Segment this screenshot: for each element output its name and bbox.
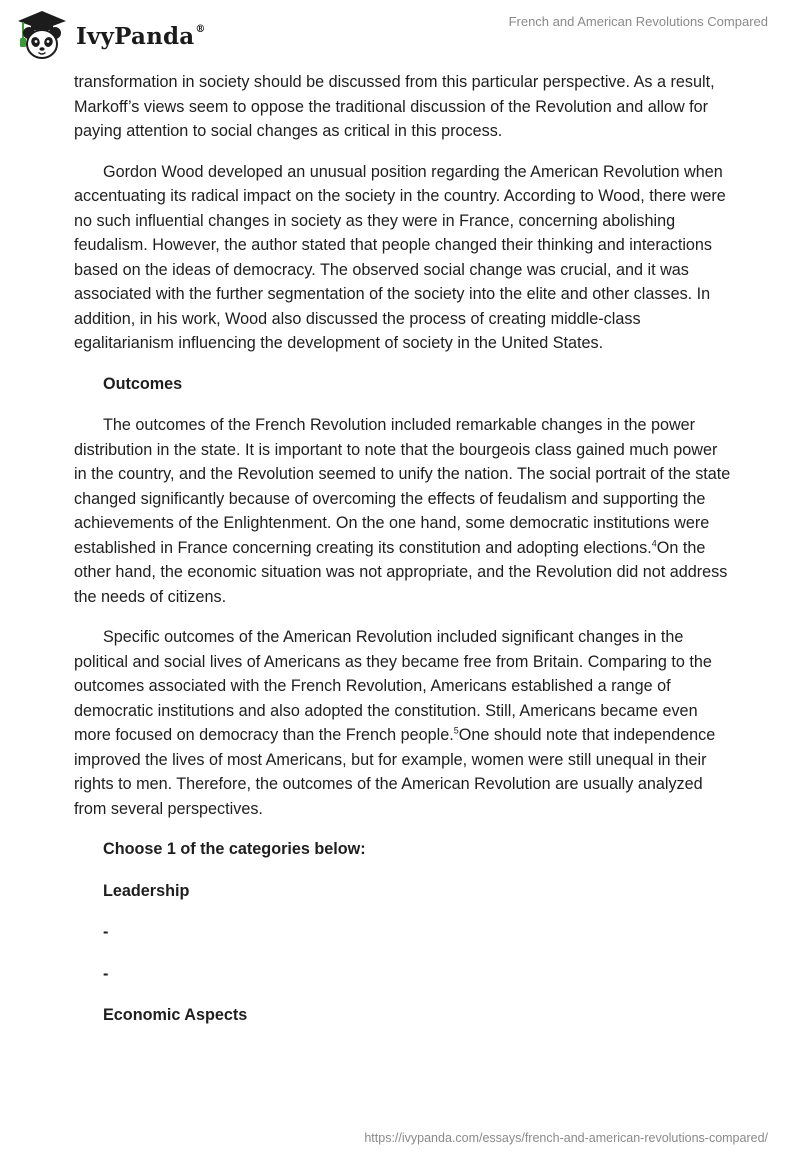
paragraph-markoff-continuation: transformation in society should be discussed from this particular perspective. As a result, Markoff’s views seem to oppose the traditional discussion of the Revolution and allow for paying attention to social changes as critical in this process. (74, 73, 715, 140)
footnote-ref-5[interactable]: 5 (453, 725, 459, 736)
ivypanda-logo[interactable] (14, 7, 206, 63)
list-dash-1: - (103, 923, 109, 941)
page-header (0, 0, 800, 70)
brand-name: IvyPanda® (76, 22, 206, 50)
heading-outcomes: Outcomes (103, 374, 183, 393)
heading-economic-aspects: Economic Aspects (103, 1006, 248, 1024)
paragraph-french-outcomes: The outcomes of the French Revolution included remarkable changes in the power distribution in the state. It is important to note that the bourgeois class gained much power in the country, and the Revolution seemed to unify the nation. The social portrait of the state changed significantly because of overcoming the effects of feudalism and supporting the achievements of the Enlightenment. On the one hand, some democratic institutions were established in France concerning creating its constitution and adopting elections.$^4$On the other hand, the economic situation was not appropriate, and the Revolution did not address the needs of citizens. (74, 416, 731, 606)
source-url[interactable]: https://ivypanda.com/essays/french-and-american-revolutions-compared/ (364, 1131, 768, 1145)
panda-graduate-icon (14, 7, 70, 63)
essay-body (74, 70, 734, 1045)
heading-leadership: Leadership (103, 881, 190, 900)
paragraph-american-outcomes: Specific outcomes of the American Revolution included significant changes in the political and social lives of Americans as they became free from Britain. Comparing to the outcomes associated with the French Revolution, Americans established a range of democratic institutions and also adopted the constitution. Still, Americans became even more focused on democracy than the French people.$^5$One should note that independence improved the lives of most Americans, but for example, women were still unequal in their rights to men. Therefore, the outcomes of the American Revolution are usually analyzed from several perspectives. (74, 628, 716, 818)
list-dash-2: - (103, 964, 109, 983)
heading-choose-category: Choose 1 of the categories below: (103, 840, 366, 858)
document-title: French and American Revolutions Compared (508, 14, 768, 29)
footnote-ref-4[interactable]: 4 (651, 538, 657, 549)
paragraph-gordon-wood: Gordon Wood developed an unusual position regarding the American Revolution when accentuating its radical impact on the society in the country. According to Wood, there were no such influential changes in society as they were in France, concerning abolishing feudalism. However, the author stated that people changed their thinking and interactions based on the ideas of democracy. The observed social change was crucial, and it was associated with the further segmentation of the society into the elite and other classes. In addition, in his work, Wood also discussed the process of creating middle-class egalitarianism influencing the development of society in the United States. (74, 162, 726, 352)
